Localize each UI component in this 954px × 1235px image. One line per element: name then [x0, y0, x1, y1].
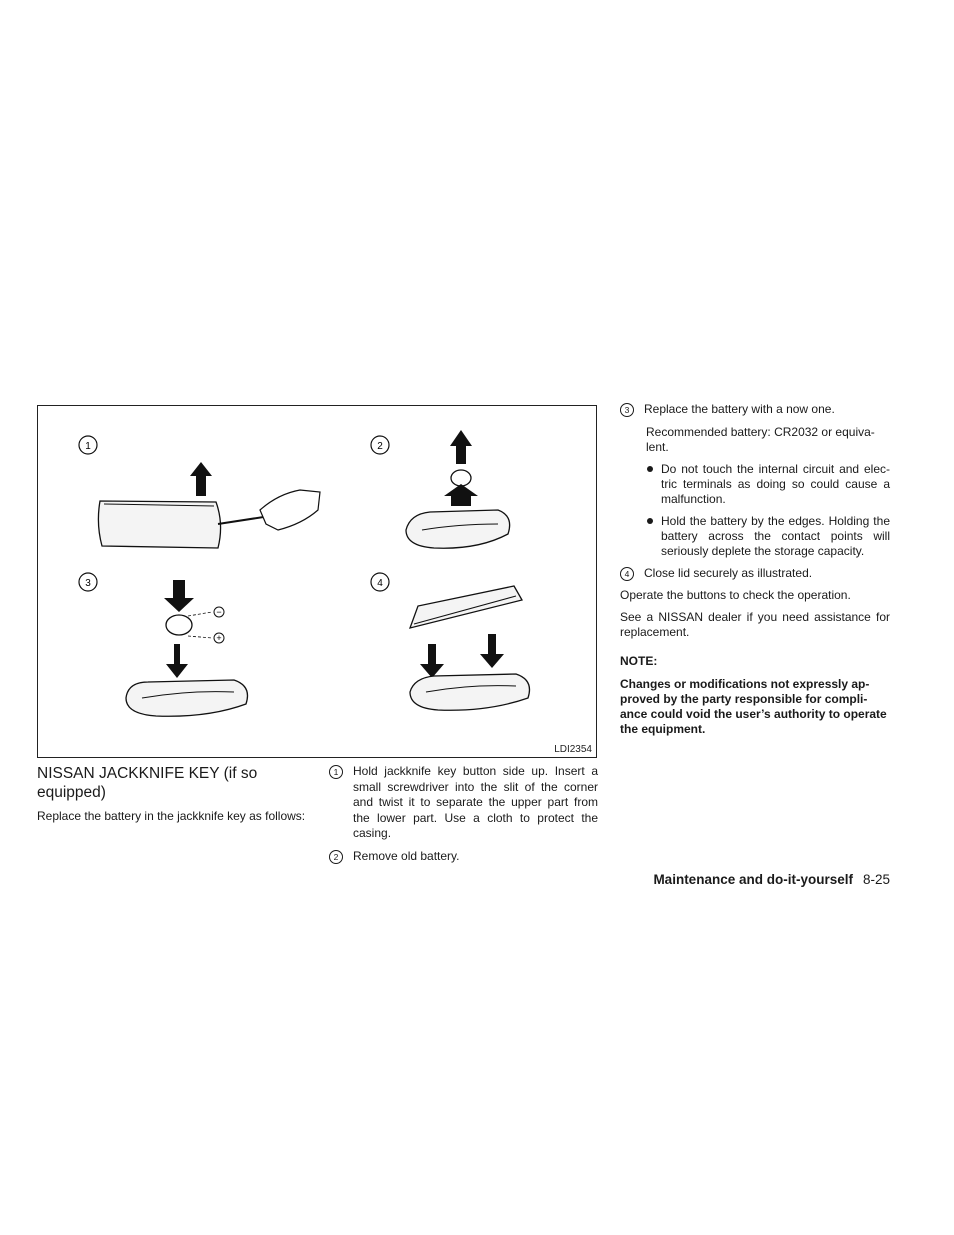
bullet-text: Hold the battery by the edges. Holding the battery across the contact points will seriously deplete the storage capacity. — [661, 513, 890, 558]
step-2-number: 2 — [329, 850, 343, 864]
footer-section-title: Maintenance and do-it-yourself — [653, 872, 853, 887]
panel-3-number: 3 — [85, 578, 91, 589]
bullet-item — [620, 462, 890, 507]
section-title: NISSAN JACKKNIFE KEY (if so equipped) — [37, 765, 258, 801]
panel-1-drawing — [79, 436, 320, 548]
step-1-number: 1 — [329, 765, 343, 779]
operate-text: Operate the buttons to check the operation. — [620, 588, 851, 602]
middle-column — [329, 764, 598, 871]
step-3-number: 3 — [620, 403, 634, 417]
right-column — [620, 402, 890, 737]
panel-2-number: 2 — [377, 441, 383, 452]
bullet-item — [620, 514, 890, 559]
note-text: Changes or modifications not expressly approved by the party responsible for compliance could void the user’s authority to operate the equipment. — [620, 677, 887, 736]
panel-3-drawing — [79, 573, 248, 716]
bullet-dot-icon — [647, 518, 653, 524]
step-3-text: Replace the battery with a now one. — [644, 402, 835, 416]
step-4-text: Close lid securely as illustrated. — [644, 565, 813, 580]
bullet-text: Do not touch the internal circuit and electric terminals as doing so could cause a malfunction. — [661, 461, 890, 506]
intro-text: Replace the battery in the jackknife key as follows: — [37, 809, 306, 823]
step-4-number: 4 — [620, 567, 634, 581]
figure-code: LDI2354 — [554, 744, 592, 755]
note-label: NOTE: — [620, 654, 658, 668]
illustration-figure — [37, 405, 597, 758]
step-2 — [329, 849, 598, 865]
minus-symbol: − — [216, 607, 222, 617]
dealer-text: See a NISSAN dealer if you need assistance for replacement. — [620, 610, 890, 639]
step-2-text: Remove old battery. — [353, 848, 460, 863]
recommended-battery: Recommended battery: CR2032 or equivalent. — [646, 424, 875, 454]
step-1-text: Hold jackknife key button side up. Insert a small screwdriver into the slit of the corner and twist it to separate the upper part from the lower part. Use a cloth to protect the casing. — [353, 764, 598, 840]
step-4 — [620, 566, 890, 582]
page-footer — [560, 872, 890, 887]
page-number: 8-25 — [862, 872, 890, 887]
panel-2-drawing — [371, 430, 510, 548]
plus-symbol: + — [216, 633, 222, 643]
battery-replacement-illustration — [38, 406, 596, 757]
step-1 — [329, 764, 598, 842]
left-column — [37, 764, 309, 831]
bullet-dot-icon — [647, 466, 653, 472]
panel-4-number: 4 — [377, 578, 383, 589]
panel-4-drawing — [371, 573, 530, 710]
panel-1-number: 1 — [85, 441, 91, 452]
step-3 — [620, 402, 890, 418]
